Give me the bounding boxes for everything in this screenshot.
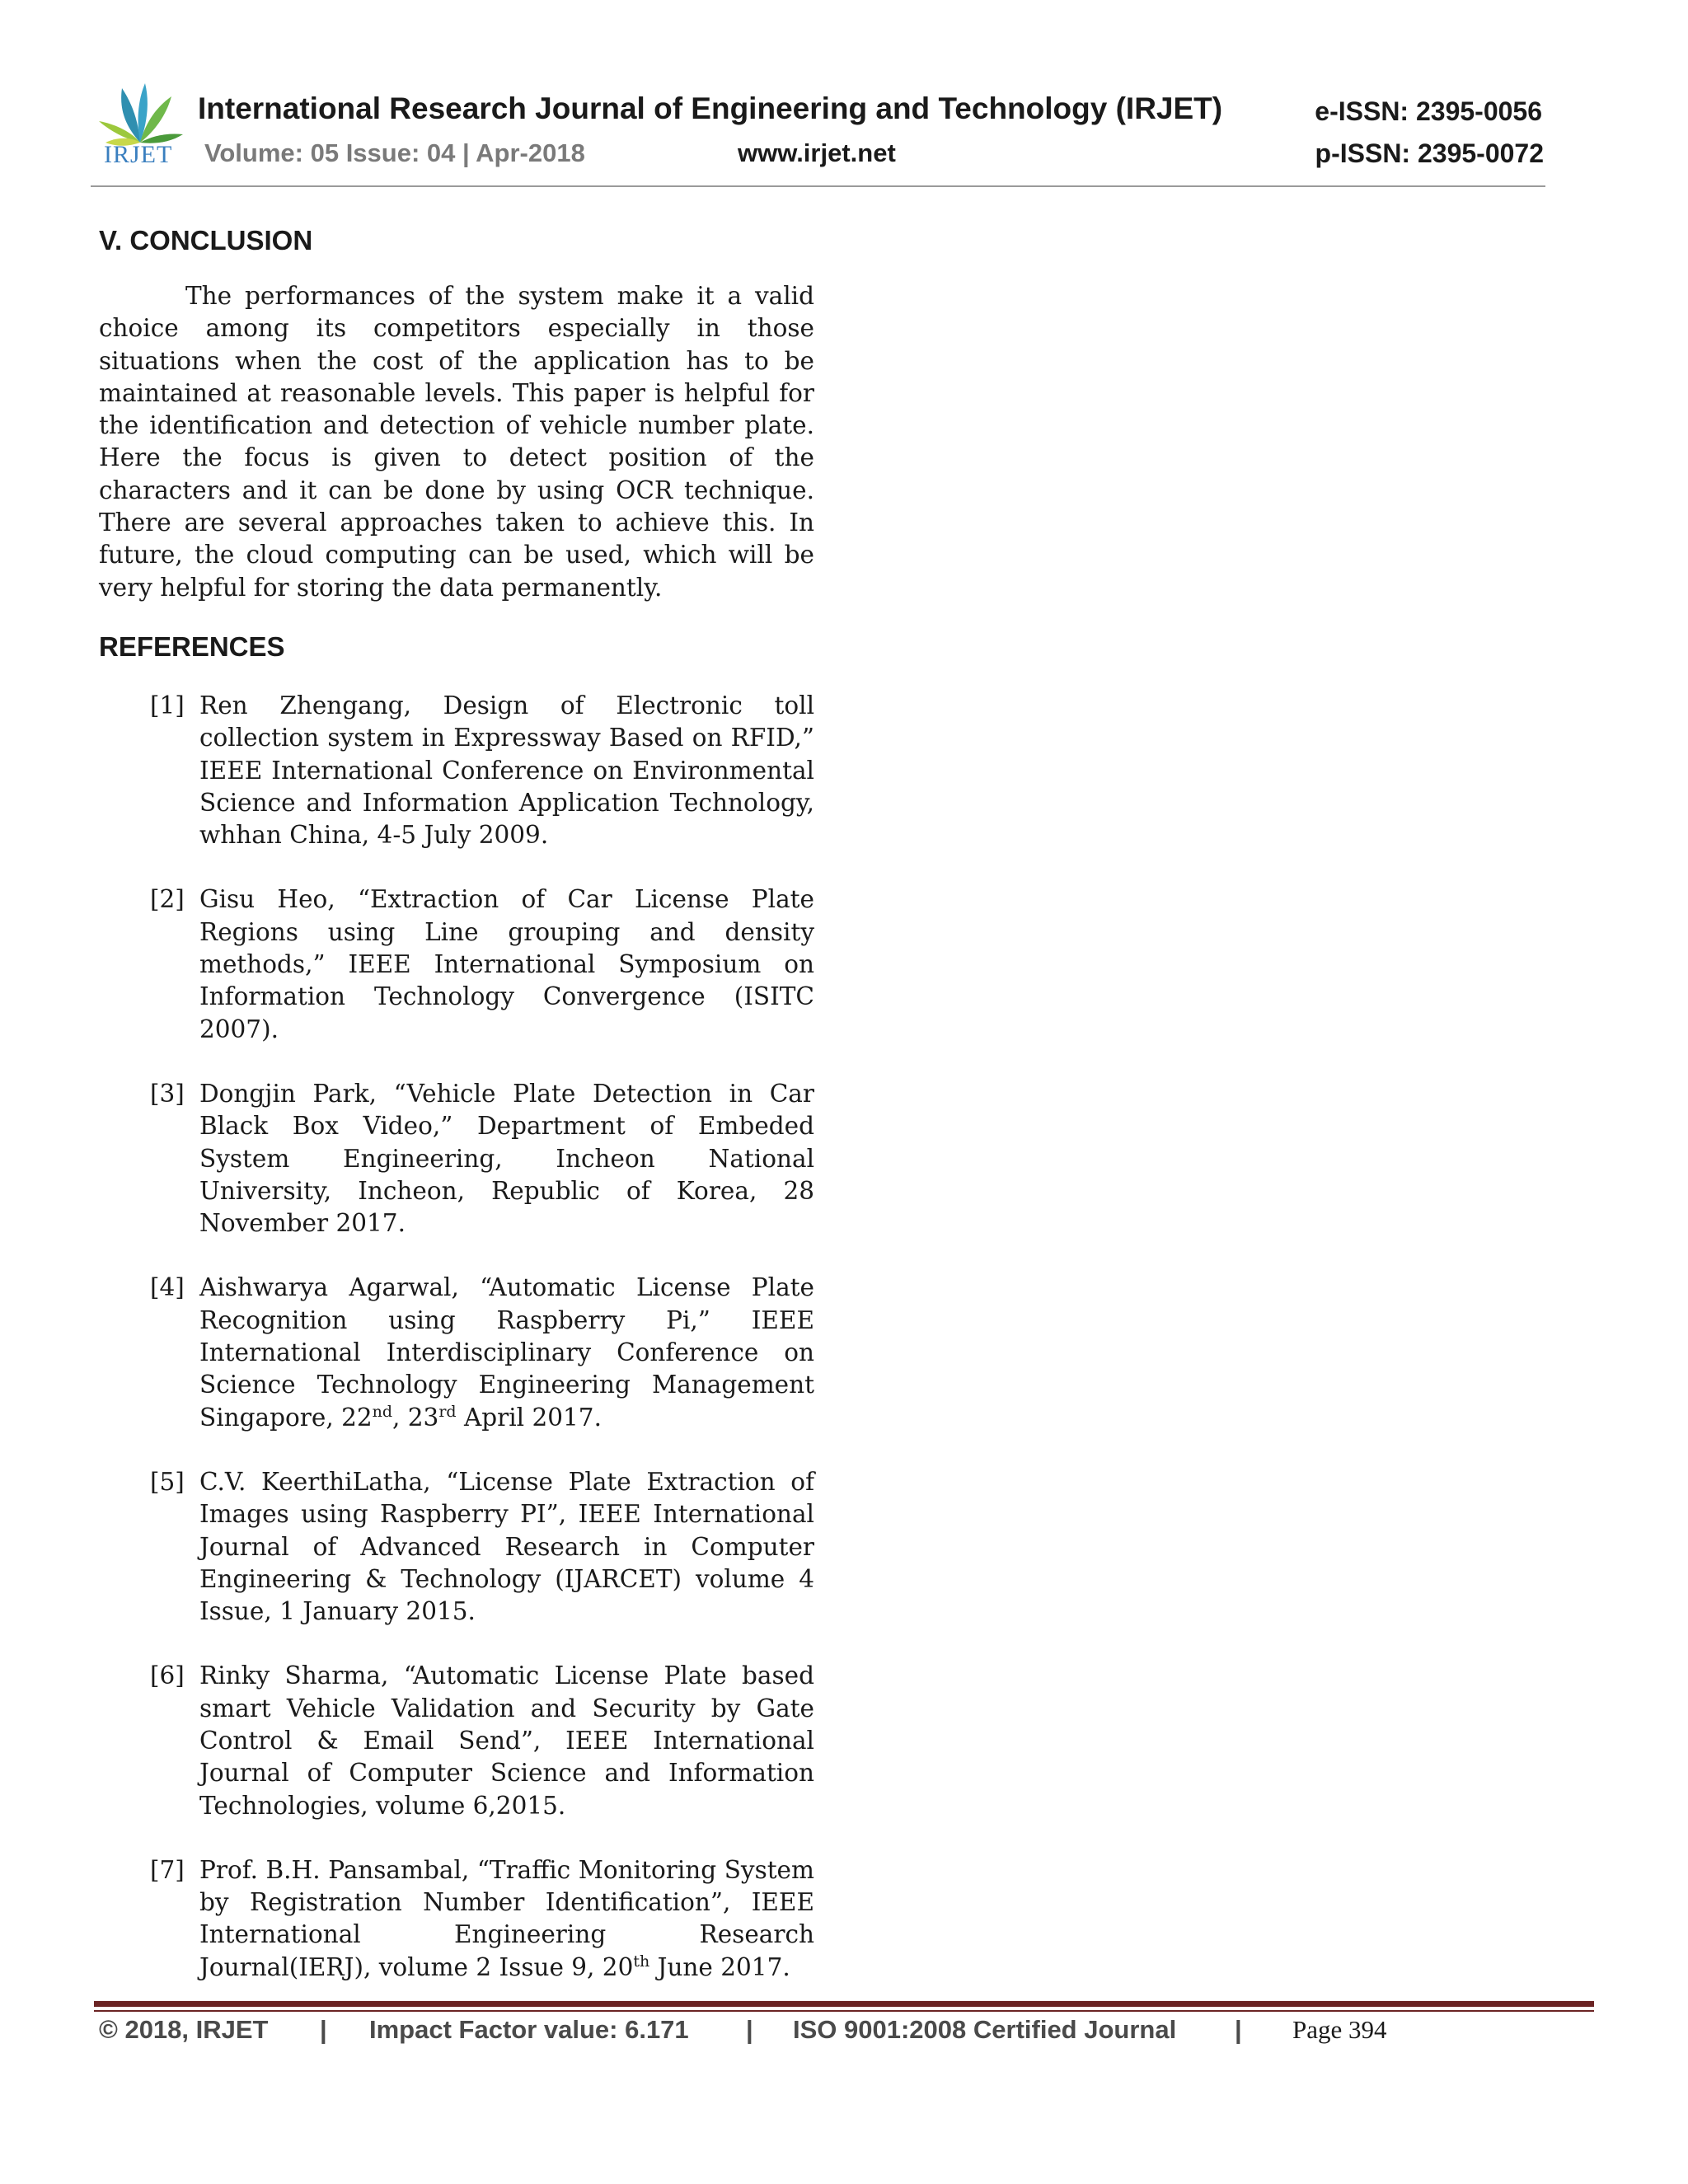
reference-number: [1] <box>150 691 185 719</box>
reference-number: [2] <box>150 885 185 914</box>
footer-rule-thin <box>94 2010 1594 2012</box>
reference-number: [5] <box>150 1467 185 1496</box>
footer-separator: | <box>746 2015 753 2044</box>
reference-item <box>99 1854 814 1984</box>
reference-number: [4] <box>150 1273 185 1302</box>
reference-text-part: Prof. B.H. Pansambal, “Traffic Monitoring System by Registration Number Identification”, IEEE International Engineering Research Journal(IERJ), volume 2 Issue 9, 20 <box>199 1855 814 1981</box>
website-link[interactable]: www.irjet.net <box>738 138 896 167</box>
reference-item <box>99 1660 814 1821</box>
reference-item <box>99 1078 814 1240</box>
left-column <box>99 223 814 2016</box>
reference-text: Ren Zhengang, Design of Electronic toll collection system in Expressway Based on RFID,” IEEE International Conference on Environmental Science and Information Application Technology, whhan China, 4-5 July 2009. <box>199 691 814 850</box>
references-heading: REFERENCES <box>99 630 285 662</box>
footer-impact-factor: Impact Factor value: 6.171 <box>369 2015 689 2044</box>
e-issn: e-ISSN: 2395-0056 <box>1315 96 1542 126</box>
conclusion-paragraph: The performances of the system make it a valid choice among its competitors especially in those situations when the cost of the application has to be maintained at reasonable levels. This paper is helpful for the identification and detection of vehicle number plate. Here the focus is given to detect position of the characters and it can be done by using OCR technique. There are several approaches taken to achieve this. In future, the cloud computing can be used, which will be very helpful for storing the data permanently. <box>99 282 814 602</box>
reference-list <box>99 690 814 1984</box>
ordinal-suffix: nd <box>372 1402 393 1421</box>
reference-text-part: June 2017. <box>649 1952 790 1981</box>
footer-copyright: © 2018, IRJET <box>99 2015 269 2044</box>
header-divider <box>91 185 1545 187</box>
reference-text-part: , 23 <box>392 1403 439 1432</box>
page-footer <box>99 2015 1566 2056</box>
logo-text: IRJET <box>104 141 173 168</box>
reference-item <box>99 690 814 851</box>
reference-text-part: Aishwarya Agarwal, “Automatic License Plate Recognition using Raspberry Pi,” IEEE International Interdisciplinary Conference on Science Technology Engineering Management Singapore, 22 <box>199 1273 814 1432</box>
reference-item <box>99 883 814 1045</box>
page-header <box>91 78 1545 190</box>
reference-number: [6] <box>150 1661 185 1690</box>
reference-text: Dongjin Park, “Vehicle Plate Detection in Car Black Box Video,” Department of Embeded System Engineering, Incheon National University, Incheon, Republic of Korea, 28 November 2017. <box>199 1079 814 1238</box>
reference-item <box>99 1466 814 1628</box>
reference-number: [7] <box>150 1855 185 1884</box>
reference-text: Gisu Heo, “Extraction of Car License Plate Regions using Line grouping and density methods,” IEEE International Symposium on Information Technology Convergence (ISITC 2007). <box>199 885 814 1043</box>
reference-text <box>199 1273 814 1431</box>
volume-issue: Volume: 05 Issue: 04 | Apr-2018 <box>204 138 585 167</box>
footer-separator: | <box>320 2015 327 2044</box>
ordinal-suffix: th <box>633 1952 650 1971</box>
p-issn: p-ISSN: 2395-0072 <box>1315 138 1544 168</box>
journal-title: International Research Journal of Engineering and Technology (IRJET) <box>198 91 1223 125</box>
reference-number: [3] <box>150 1079 185 1108</box>
reference-text: C.V. KeerthiLatha, “License Plate Extraction of Images using Raspberry PI”, IEEE International Journal of Advanced Research in Computer Engineering & Technology (IJARCET) volume 4 Issue, 1 January 2015. <box>199 1467 814 1626</box>
reference-text <box>199 1856 814 1981</box>
reference-text-part: April 2017. <box>456 1403 602 1432</box>
reference-text: Rinky Sharma, “Automatic License Plate based smart Vehicle Validation and Security by Gate Control & Email Send”, IEEE International Journal of Computer Science and Information Technologies, volume 6,2015. <box>199 1661 814 1820</box>
ordinal-suffix: rd <box>438 1402 457 1421</box>
footer-iso-certification: ISO 9001:2008 Certified Journal <box>793 2015 1177 2044</box>
conclusion-heading: V. CONCLUSION <box>99 225 313 255</box>
footer-separator: | <box>1235 2015 1242 2044</box>
footer-rule-thick <box>94 2001 1594 2007</box>
reference-item <box>99 1272 814 1433</box>
page-number: Page 394 <box>1292 2015 1387 2044</box>
